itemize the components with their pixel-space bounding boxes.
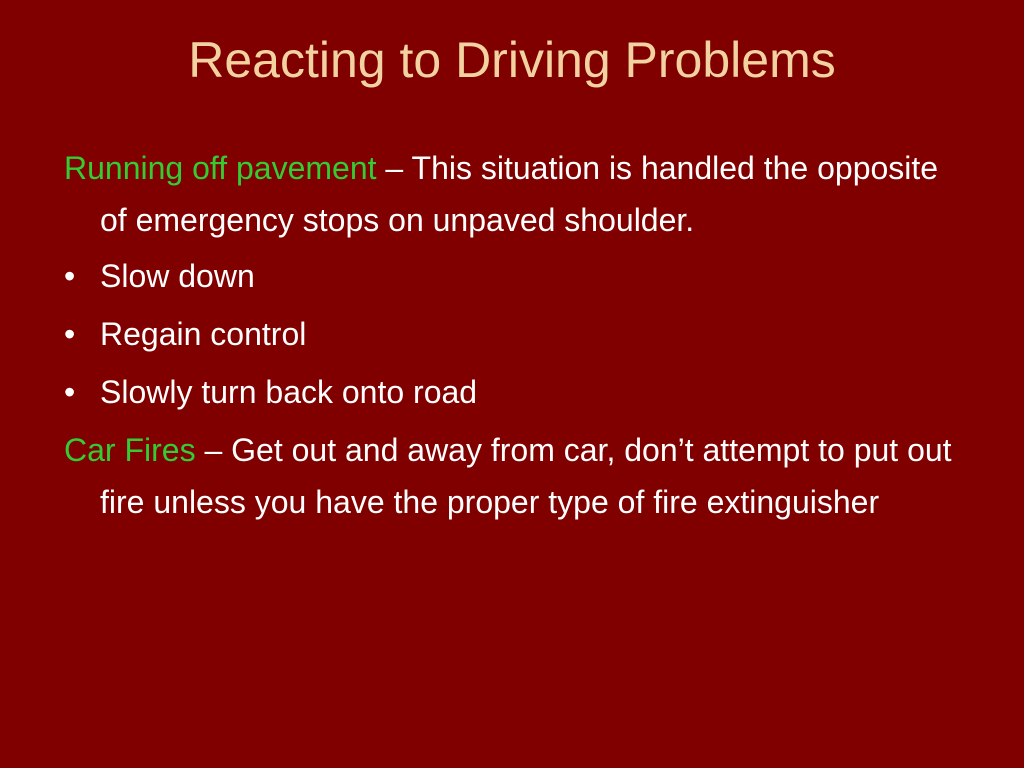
slide-body: [64, 142, 964, 532]
bullet-text: Regain control: [100, 316, 307, 352]
bullet-item: [64, 250, 964, 302]
description-running-off-pavement: – This situation is handled the opposite of emergency stops on unpaved shoulder.: [100, 150, 939, 238]
paragraph-car-fires: [64, 424, 964, 528]
slide-title: Reacting to Driving Problems: [188, 32, 836, 88]
bullet-icon: •: [64, 374, 76, 410]
bullet-icon: •: [64, 316, 76, 352]
term-running-off-pavement: Running off pavement: [64, 150, 377, 186]
bullet-text: Slow down: [100, 258, 255, 294]
term-car-fires: Car Fires: [64, 432, 196, 468]
description-car-fires: – Get out and away from car, don’t attempt to put out fire unless you have the proper type of fire extinguisher: [100, 432, 952, 520]
bullet-item: [64, 308, 964, 360]
bullet-icon: •: [64, 258, 76, 294]
bullet-item: [64, 366, 964, 418]
paragraph-running-off-pavement: [64, 142, 964, 246]
bullet-text: Slowly turn back onto road: [100, 374, 478, 410]
